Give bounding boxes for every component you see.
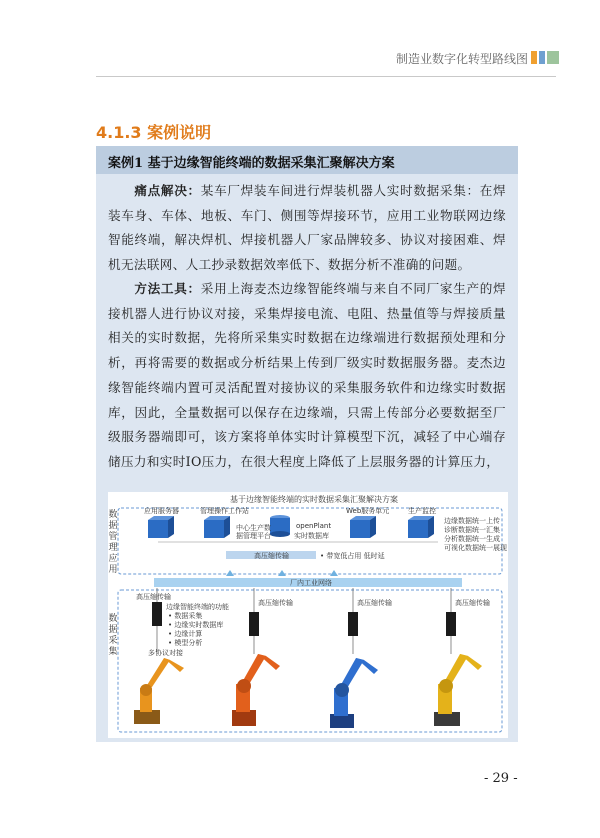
robot-2 — [232, 654, 280, 726]
server-label-platform: 中心生产数据管理平台 — [236, 524, 271, 540]
header-bar-blue — [539, 51, 545, 64]
header-bar-orange — [531, 51, 537, 64]
method-label: 方法工具： — [134, 281, 201, 296]
db-label-1: openPlant — [296, 522, 332, 530]
case-header — [96, 146, 518, 174]
db-label-2: 实时数据库 — [294, 532, 329, 540]
section-title: 4.1.3 案例说明 — [96, 123, 212, 142]
method-paragraph — [108, 277, 506, 475]
lower-transfer-label-4: 高压缩传输 — [455, 599, 490, 607]
edge-function-3: • 边缘计算 — [168, 630, 203, 638]
edge-function-1: • 数据采集 — [168, 612, 203, 620]
upper-layer-label: 数据管理应用 — [108, 510, 118, 575]
robot-4 — [434, 654, 482, 726]
server-label-workstation: 管理操作工作站 — [200, 507, 249, 515]
bullet-2: 诊断数据统一汇集 — [444, 526, 500, 534]
book-title: 制造业数字化转型路线图 — [395, 52, 528, 66]
bandwidth-note: • 带宽低占用 低时延 — [320, 552, 385, 560]
diagram-title: 基于边缘智能终端的实时数据采集汇聚解决方案 — [230, 495, 398, 504]
lower-transfer-label-2: 高压缩传输 — [258, 599, 293, 607]
multi-protocol-label: 多协议对接 — [148, 649, 183, 657]
method-text: 采用上海麦杰边缘智能终端与来自不同厂家生产的焊接机器人进行协议对接，采集焊接电流、电阻、热量值等与焊接质量相关的实时数据，先将所采集实时数据在边缘端进行数据预处理和分析，再将需要的数据或分析结果上传到厂级实时数据服务器。麦杰边缘智能终端内置可灵活配置对接协议的采集服务软件和边缘实时数据库，因此，全量数据可以保存在边缘端，只需上传部分必要数据至厂级服务器端即可，该方案将单体实时计算模型下沉，减轻了中心端存储压力和实时IO压力，在很大程度上降低了上层服务器的计算压力， — [108, 281, 507, 469]
header-bar-green — [547, 51, 559, 64]
bullet-1: 边缘数据统一上传 — [444, 517, 500, 525]
case-title: 案例1 基于边缘智能终端的数据采集汇聚解决方案 — [108, 156, 395, 171]
server-label-web: Web服务单元 — [346, 507, 390, 515]
pain-label: 痛点解决： — [134, 183, 201, 198]
case-box — [96, 146, 518, 742]
robot-3 — [330, 658, 378, 728]
pain-paragraph — [108, 179, 506, 278]
server-label-app: 应用服务器 — [144, 507, 179, 515]
upper-transfer-label: 高压缩传输 — [254, 552, 289, 560]
network-label: 厂内工业网络 — [290, 579, 332, 587]
server-label-monitor: 生产监控 — [408, 507, 436, 515]
robot-1 — [134, 658, 184, 724]
pain-text: 某车厂焊装车间进行焊装机器人实时数据采集：在焊装车身、车体、地板、车门、侧围等焊接环节，应用工业物联网边缘智能终端，解决焊机、焊接机器人厂家品牌较多、协议对接困难、焊机无法联网、人工抄录数据效率低下、数据分析不准确的问题。 — [108, 183, 507, 273]
edge-function-4: • 模型分析 — [168, 639, 203, 647]
architecture-diagram — [108, 492, 508, 738]
lower-transfer-label-1: 高压缩传输 — [136, 593, 171, 601]
lower-transfer-label-3: 高压缩传输 — [357, 599, 392, 607]
edge-function-2: • 边缘实时数据库 — [168, 621, 224, 629]
bullet-3: 分析数据统一生成 — [444, 535, 500, 543]
page-number: - 29 - — [484, 771, 518, 786]
lower-layer-label: 数据采集 — [108, 614, 118, 657]
bullet-4: 可视化数据统一展现 — [444, 544, 507, 552]
edge-functions-title: 边缘智能终端的功能 — [166, 603, 229, 611]
header-rule — [96, 76, 556, 77]
